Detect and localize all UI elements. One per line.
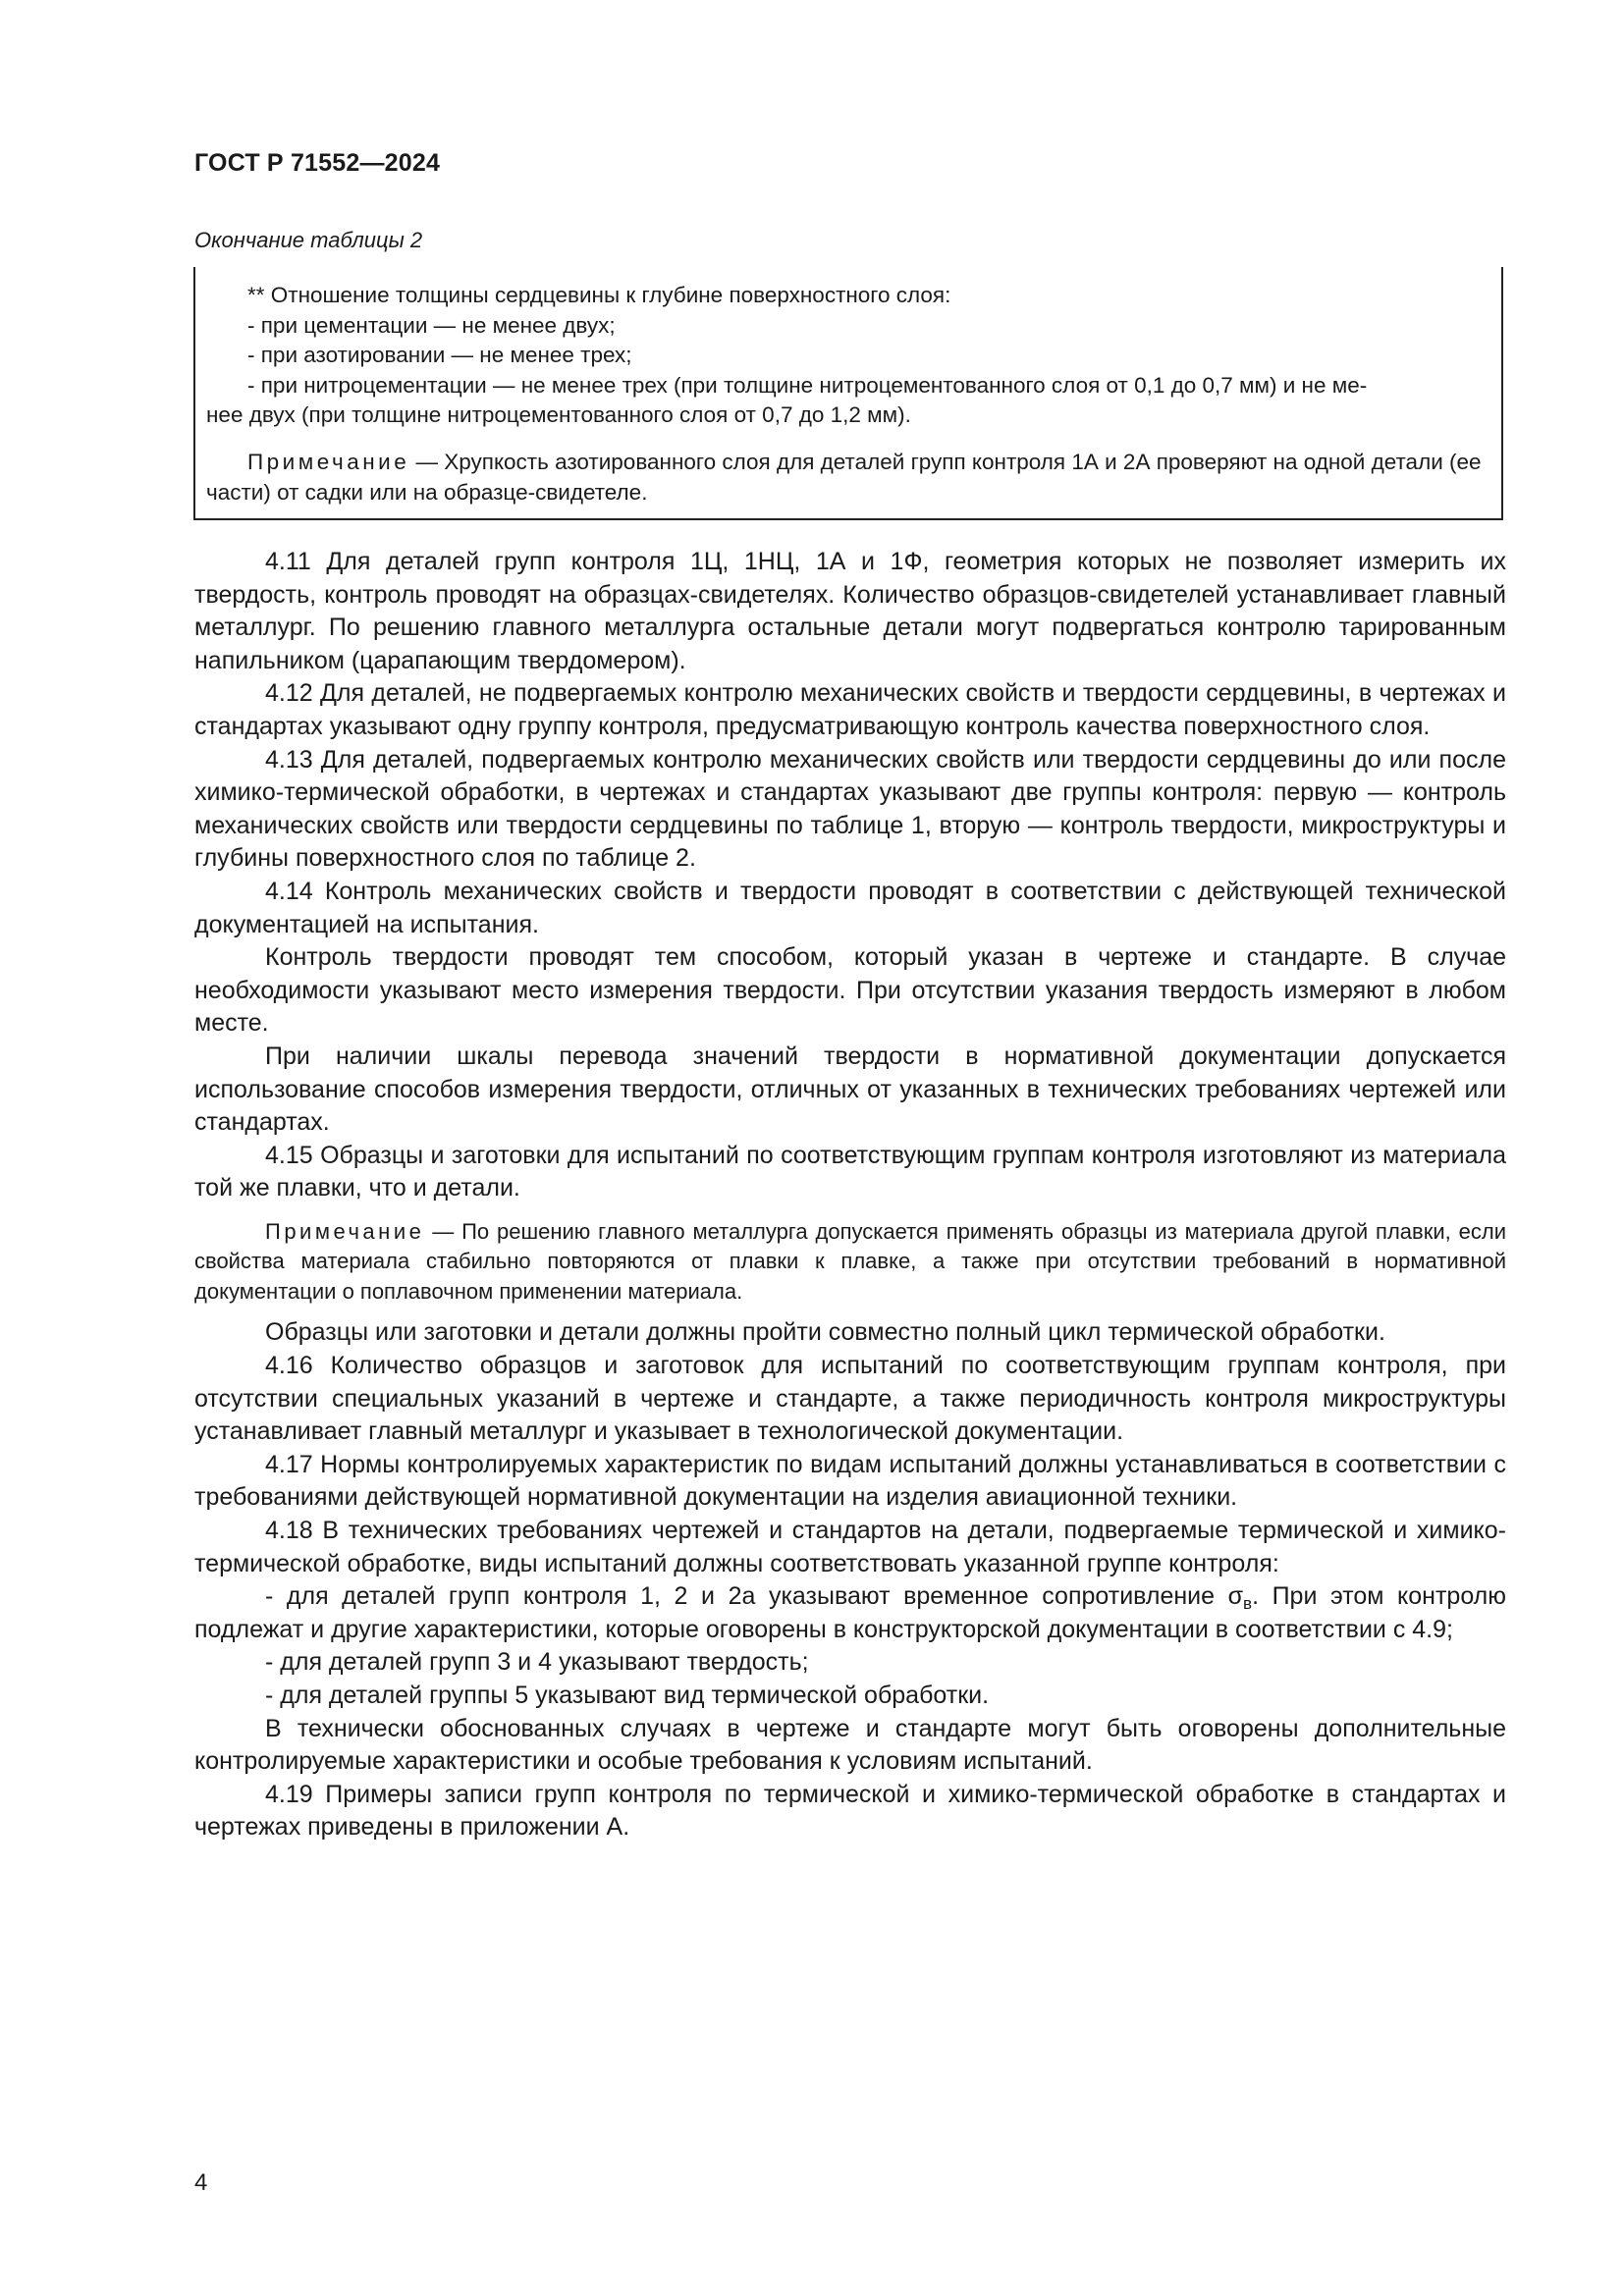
body-text <box>194 546 1506 1844</box>
paragraph-4-19: 4.19 Примеры записи групп контроля по термической и химико-термической обработке в стандартах и чертежах приведены в приложении А. <box>194 1780 1506 1842</box>
footnote-line: ** Отношение толщины сердцевины к глубине поверхностного слоя: <box>247 283 951 307</box>
table-note <box>206 448 1494 507</box>
paragraph-4-16: 4.16 Количество образцов и заготовок для испытаний по соответствующим группам контроля, при отсутствии специальных указаний в чертеже и стандарте, а также периодичность контроля микроструктуры устанавливает главный металлург и указывает в технологической документации. <box>194 1351 1506 1446</box>
paragraph-4-15: 4.15 Образцы и заготовки для испытаний по соответствующим группам контроля изготовляют из материала той же плавки, что и детали. <box>194 1141 1506 1202</box>
footnote-line: - при цементации — не менее двух; <box>247 312 616 338</box>
paragraph-4-14-c: При наличии шкалы перевода значений твердости в нормативной документации допускается использование способов измерения твердости, отличных от указанных в технических требованиях чертежей или стандартах. <box>194 1041 1506 1137</box>
document-header: ГОСТ Р 71552—2024 <box>194 149 441 177</box>
page-number: 4 <box>194 2169 208 2196</box>
note-text: — По решению главного металлурга допускается применять образцы из материала другой плавки, если свойства материала стабильно повторяются от плавки к плавке, а также при отсутствии требований в нормативной документации о поплавочном применении материала. <box>194 1218 1506 1304</box>
paragraph-4-14-b: Контроль твердости проводят тем способом, который указан в чертеже и стандарте. В случае необходимости указывают место измерения твердости. При отсутствии указания твердость измеряют в любом месте. <box>194 943 1506 1038</box>
note-label: Примечание <box>265 1218 425 1244</box>
footnote-line: - при нитроцементации — не менее трех (при толщине нитроцементованного слоя от 0,1 до 0,7 мм) и не ме- <box>247 372 1368 398</box>
paragraph-4-18-b: - для деталей групп 3 и 4 указывают твердость; <box>265 1648 809 1677</box>
paragraph-4-18-d: В технически обоснованных случаях в чертеже и стандарте могут быть оговорены дополнительные контролируемые характеристики и особые требования к условиям испытаний. <box>194 1714 1506 1776</box>
note-text: — Хрупкость азотированного слоя для деталей групп контроля 1А и 2А проверяют на одной детали (ее части) от садки или на образце-свидетеле. <box>206 450 1482 505</box>
paragraph-4-18: 4.18 В технических требованиях чертежей и стандартов на детали, подвергаемые термической и химико-термической обработке, виды испытаний должны соответствовать указанной группе контроля: <box>194 1516 1506 1577</box>
paragraph-4-12: 4.12 Для деталей, не подвергаемых контролю механических свойств и твердости сердцевины, в чертежах и стандартах указывают одну группу контроля, предусматривающую контроль качества поверхностного слоя. <box>194 679 1506 740</box>
paragraph-4-15-b: Образцы или заготовки и детали должны пройти совместно полный цикл термической обработки. <box>265 1318 1385 1347</box>
paragraph-note <box>194 1217 1506 1308</box>
note-label: Примечание <box>247 450 410 474</box>
footnote-line: - при азотировании — не менее трех; <box>247 343 632 367</box>
paragraph-4-14: 4.14 Контроль механических свойств и твердости проводят в соответствии с действующей технической документацией на испытания. <box>194 877 1506 938</box>
sigma-text: - для деталей групп контроля 1, 2 и 2а указывают временное сопротивление σ <box>265 1582 1244 1611</box>
sigma-subscript: в <box>1243 1594 1253 1614</box>
paragraph-4-18-c: - для деталей группы 5 указывают вид термической обработки. <box>265 1681 990 1709</box>
sigma-post-text: . При этом контролю подлежат и другие характеристики, которые оговорены в конструкторской документации в соответствии с 4.9; <box>194 1582 1507 1643</box>
table-footnotes <box>206 281 1494 431</box>
paragraph-4-18-a <box>194 1580 1506 1646</box>
paragraph-4-13: 4.13 Для деталей, подвергаемых контролю механических свойств или твердости сердцевины до или после химико-термической обработки, в чертежах и стандартах указывают две группы контроля: первую — контроль механических свойств или твердости сердцевины по таблице 1, вторую — контроль твердости, микроструктуры и глубины поверхностного слоя по таблице 2. <box>194 745 1506 873</box>
table-continuation-caption: Окончание таблицы 2 <box>194 228 423 252</box>
paragraph-4-17: 4.17 Нормы контролируемых характеристик по видам испытаний должны устанавливаться в соответствии с требованиями действующей нормативной документации на изделия авиационной техники. <box>194 1450 1506 1512</box>
paragraph-4-11: 4.11 Для деталей групп контроля 1Ц, 1НЦ, 1А и 1Ф, геометрия которых не позволяет измерить их твердость, контроль проводят на образцах-свидетелях. Количество образцов-свидетелей устанавливает главный металлург. По решению главного металлурга остальные детали могут подвергаться контролю тарированным напильником (царапающим твердомером). <box>194 548 1506 674</box>
footnote-line: нее двух (при толщине нитроцементованного слоя от 0,7 до 1,2 мм). <box>206 402 911 427</box>
